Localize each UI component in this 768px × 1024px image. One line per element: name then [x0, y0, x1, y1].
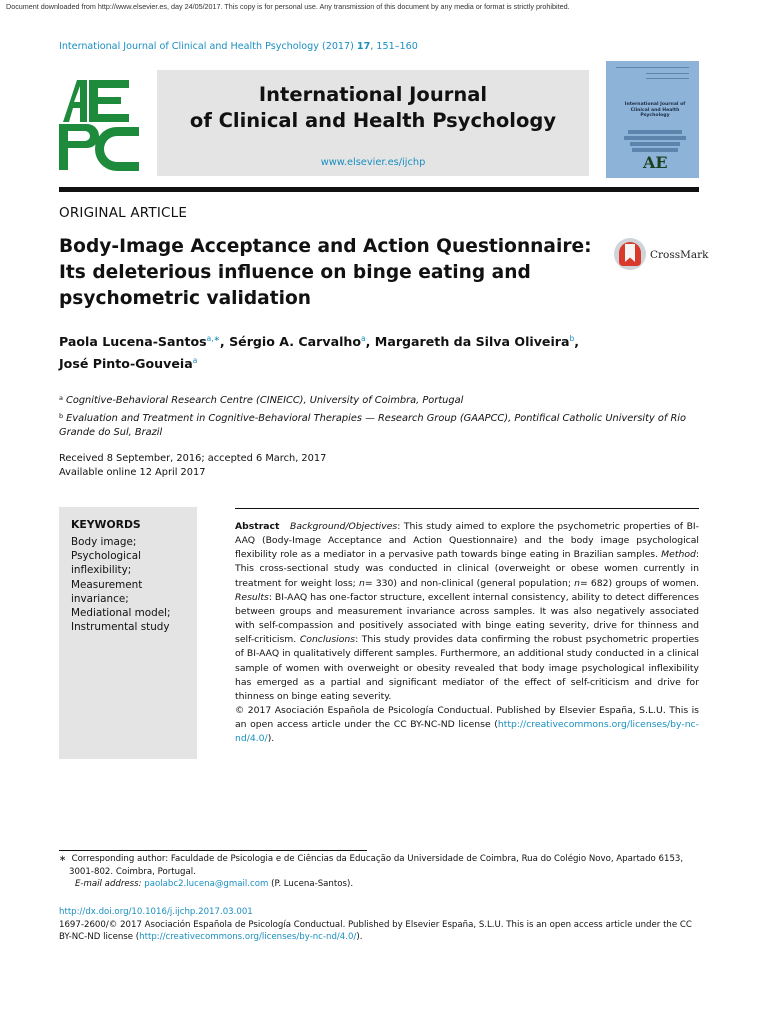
journal-title-line1: International Journal — [258, 83, 488, 106]
email-note: E-mail address: paolabc2.lucena@gmail.com (P. Lucena-Santos). — [75, 879, 354, 890]
abstract: Abstract Background/Objectives: This study aimed to explore the psychometric properties of BI-AAQ (Body-Image Acceptance and Action Questionnaire) and the body image psychological flexibility role as a mediator in a pervasive path towards binge eating in Brazilian samples. Method: This cross-sectional study was conducted in clinical (overweight or obese women currently in treatment for weight loss; n= 330) and non-clinical (general population; n= 682) groups of women. Results: BI-AAQ has one-factor structure, excellent internal consistency, ability to detect differences between groups and measurement invariance across samples. It was also negatively associated with self-compassion and positively associated with binge eating severity, drive for thinness and self-criticism. Conclusions: This study provides data confirming the robust psychometric properties of BI-AAQ in qualitatively different samples. Furthermore, an additional study conducted in a clinical sample of women with overweight or obesity revealed that body image psychological inflexibility has emerged as a partial and significant mediator of the effect of self-criticism and drive for thinness on binge eating severity. © 2017 Asociación Española de Psicología Conductual. Published by Elsevier España, S.L.U. This is an open access article under the CC BY-NC-ND license (http://creativecommons.org/licenses/by-nc-nd/4.0/). — [235, 521, 700, 745]
doi-block — [59, 906, 701, 944]
author-list: Paola Lucena-Santos$^{a,∗}$, Sérgio A. Carvalho$^a$, Margareth da Silva Oliveira$^b$, José Pinto-Gouveia$^a$ — [59, 334, 580, 371]
crossmark-icon — [614, 238, 646, 270]
abstract-conclusions-label: Conclusions — [299, 634, 356, 646]
cover-rule — [646, 73, 689, 74]
affiliation-item: $^a$ Cognitive-Behavioral Research Centre (CINEICC), University of Coimbra, Portugal — [59, 394, 464, 406]
abstract-bo-label: Background/Objectives — [290, 521, 398, 532]
doi-link[interactable]: http://dx.doi.org/10.1016/j.ijchp.2017.03.001 — [59, 907, 253, 917]
email-link[interactable]: paolabc2.lucena@gmail.com — [144, 879, 269, 890]
journal-cover-thumbnail — [606, 61, 699, 178]
keyword-item: Mediational model; — [71, 607, 171, 620]
journal-title-line2: of Clinical and Health Psychology — [189, 109, 557, 132]
citation-pages: , 151–160 — [370, 41, 418, 52]
abstract-results-label: Results — [235, 591, 269, 603]
author-name: José Pinto-Gouveia — [59, 356, 193, 371]
journal-title — [157, 82, 589, 134]
footnote — [59, 853, 699, 891]
author-affiliation-mark[interactable]: b — [569, 334, 575, 343]
aepc-logo — [59, 74, 141, 174]
abstract-label: Abstract — [235, 521, 280, 532]
footnote-rule — [59, 850, 367, 851]
keywords-list — [71, 535, 191, 634]
affiliation-item: $^b$ Evaluation and Treatment in Cognitive-Behavioral Therapies — Research Group (GAAPCC), Pontifical Catholic University of Rio Grande do Sul, Brazil — [59, 411, 686, 438]
corresponding-author-note: ∗ Corresponding author: Faculdade de Psicologia e de Ciências da Educação da Universidade de Coimbra, Rua do Colégio Novo, Apartado 6153, 3001-802. Coimbra, Portugal. — [59, 854, 684, 877]
received-date: Received 8 September, 2016; accepted 6 March, 2017 — [59, 453, 327, 464]
cover-meta — [620, 129, 690, 154]
cover-rule — [646, 78, 689, 79]
author-name: Margareth da Silva Oliveira — [374, 334, 570, 349]
online-date: Available online 12 April 2017 — [59, 467, 206, 478]
citation-volume: 17 — [356, 41, 371, 52]
keyword-item: Instrumental study — [71, 621, 170, 634]
crossmark-badge[interactable] — [614, 238, 709, 274]
keyword-item: Measurement invariance; — [71, 578, 143, 605]
cover-title: International Journal of Clinical and Health Psychology — [624, 102, 686, 119]
citation-prefix: International Journal of Clinical and Health Psychology (2017) — [59, 41, 357, 52]
abstract-copyright: © 2017 Asociación Española de Psicología Conductual. Published by Elsevier España, S.L.U. This is an open access article under the CC BY-NC-ND license ( — [235, 705, 699, 731]
abstract-method-label: Method — [661, 549, 696, 561]
author-name: Sérgio A. Carvalho — [229, 334, 362, 349]
article-title: Body-Image Acceptance and Action Questionnaire: Its deleterious influence on binge eating and psychometric validation — [59, 236, 592, 309]
cover-monogram: AE — [643, 153, 668, 172]
journal-url[interactable]: www.elsevier.es/ijchp — [320, 157, 426, 168]
article-dates — [59, 452, 326, 480]
affiliations — [59, 391, 699, 441]
author-affiliation-mark[interactable]: a — [361, 334, 366, 343]
keywords-heading: KEYWORDS — [71, 518, 141, 531]
cover-rule — [616, 67, 689, 68]
abstract-rule — [235, 508, 699, 509]
download-notice: Document downloaded from http://www.elsevier.es, day 24/05/2017. This copy is for personal use. Any transmission of this document by any media or format is strictly prohibited. — [6, 2, 570, 11]
author-name: Paola Lucena-Santos — [59, 334, 207, 349]
keyword-item: Body image; — [71, 536, 137, 548]
bottom-license-link[interactable]: http://creativecommons.org/licenses/by-nc-nd/4.0/ — [139, 932, 357, 943]
journal-citation[interactable] — [59, 41, 418, 52]
crossmark-label: CrossMark — [650, 249, 709, 261]
keyword-item: Psychological inflexibility; — [71, 550, 141, 577]
article-type: ORIGINAL ARTICLE — [59, 205, 188, 221]
author-affiliation-mark[interactable]: a,∗ — [206, 334, 220, 343]
license-link[interactable]: http://creativecommons.org/licenses/by-nc-nd/4.0/ — [235, 719, 699, 745]
header-rule — [59, 187, 699, 192]
bottom-copyright: 1697-2600/© 2017 Asociación Española de Psicología Conductual. Published by Elsevier España, S.L.U. This is an open access article under the CC BY-NC-ND license (http://creativecommons.org/licenses/by-nc-nd/4.0/). — [59, 919, 692, 943]
author-affiliation-mark[interactable]: a — [192, 356, 198, 365]
